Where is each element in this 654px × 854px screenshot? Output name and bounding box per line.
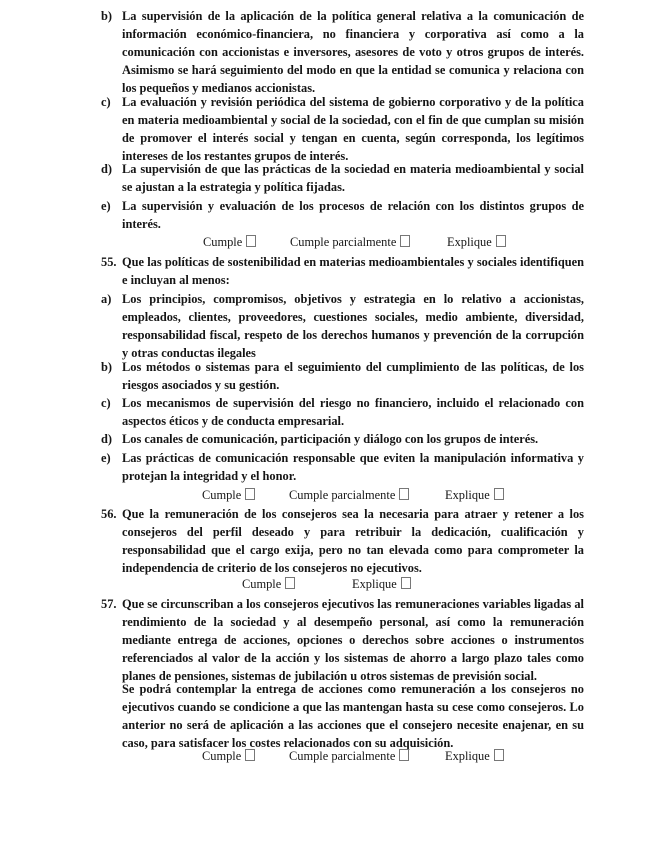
checkbox-icon[interactable] bbox=[496, 235, 506, 247]
checkbox-icon[interactable] bbox=[246, 235, 256, 247]
comply-option[interactable] bbox=[203, 233, 256, 251]
recommendation-55-a: Los principios, compromisos, objetivos y estrategia en lo relativo a accionistas, empleados, clientes, proveedores, cuestiones sociales, medio ambiente, diversidad, responsabilidad fiscal, respeto de los derechos humanos y prevención de la corrupción y otras conductas ilegales bbox=[122, 292, 584, 360]
explain-label: Explique bbox=[445, 749, 490, 763]
partial-label: Cumple parcialmente bbox=[289, 488, 396, 502]
recommendation-54-b: La supervisión de la aplicación de la política general relativa a la comunicación de información económico-financiera, no financiera y corporativa así como a la comunicación con accionistas e inversores, asesores de voto y otros grupos de interés. Asimismo se hará seguimiento del modo en que la entidad se comunica y relaciona con los pequeños y medianos accionistas. bbox=[122, 9, 584, 95]
comply-label: Cumple bbox=[202, 749, 242, 763]
explain-label: Explique bbox=[352, 577, 397, 591]
partial-option[interactable] bbox=[290, 233, 410, 251]
item-letter: a) bbox=[101, 292, 112, 306]
recommendation-57-text: Que se circunscriban a los consejeros ejecutivos las remuneraciones variables ligadas al rendimiento de la sociedad y al desempeño personal, así como la remuneración mediante entrega de acciones, opciones o derechos sobre acciones o instrumentos referenciados al valor de la acción y los sistemas de ahorro a largo plazo tales como planes de pensiones, sistemas de jubilación u otros sistemas de previsión social. bbox=[122, 597, 584, 683]
checkbox-icon[interactable] bbox=[494, 749, 504, 761]
recommendation-56-text: Que la remuneración de los consejeros sea la necesaria para atraer y retener a los consejeros del perfil deseado y para retribuir la dedicación, cualificación y responsabilidad que el cargo exija, pero no tan elevada como para comprometer la independencia de criterio de los consejeros no ejecutivos. bbox=[122, 507, 584, 575]
item-letter: d) bbox=[101, 162, 113, 176]
recommendation-55-b: Los métodos o sistemas para el seguimiento del cumplimiento de las políticas, de los riesgos asociados y su gestión. bbox=[122, 360, 584, 392]
recommendation-55-c: Los mecanismos de supervisión del riesgo no financiero, incluido el relacionado con aspectos éticos y de conducta empresarial. bbox=[122, 396, 584, 428]
recommendation-54-d: La supervisión de que las prácticas de la sociedad en materia medioambiental y social se ajustan a la estrategia y política fijadas. bbox=[122, 162, 584, 194]
explain-label: Explique bbox=[445, 488, 490, 502]
partial-option[interactable] bbox=[289, 486, 409, 504]
item-letter: b) bbox=[101, 9, 113, 23]
recommendation-55-text: Que las políticas de sostenibilidad en materias medioambientales y sociales identifiquen e incluyan al menos: bbox=[122, 255, 584, 287]
recommendation-54-e: La supervisión y evaluación de los procesos de relación con los distintos grupos de interés. bbox=[122, 199, 584, 231]
checkbox-icon[interactable] bbox=[399, 488, 409, 500]
checkbox-icon[interactable] bbox=[245, 749, 255, 761]
recommendation-55-e: Las prácticas de comunicación responsable que eviten la manipulación informativa y protejan la integridad y el honor. bbox=[122, 451, 584, 483]
explain-option[interactable] bbox=[445, 486, 504, 504]
recommendation-54-c: La evaluación y revisión periódica del sistema de gobierno corporativo y de la política en materia medioambiental y social de la sociedad, con el fin de que cumplan su misión de promover el interés social y tengan en cuenta, según corresponda, los legítimos intereses de los restantes grupos de interés. bbox=[122, 95, 584, 163]
comply-option[interactable] bbox=[242, 575, 295, 593]
comply-label: Cumple bbox=[202, 488, 242, 502]
explain-option[interactable] bbox=[445, 747, 504, 765]
comply-label: Cumple bbox=[203, 235, 243, 249]
item-letter: c) bbox=[101, 95, 111, 109]
comply-option[interactable] bbox=[202, 747, 255, 765]
explain-option[interactable] bbox=[447, 233, 506, 251]
checkbox-icon[interactable] bbox=[400, 235, 410, 247]
explain-option[interactable] bbox=[352, 575, 411, 593]
comply-option[interactable] bbox=[202, 486, 255, 504]
checkbox-icon[interactable] bbox=[401, 577, 411, 589]
partial-label: Cumple parcialmente bbox=[289, 749, 396, 763]
checkbox-icon[interactable] bbox=[399, 749, 409, 761]
item-letter: e) bbox=[101, 451, 111, 465]
recommendation-57-note: Se podrá contemplar la entrega de acciones como remuneración a los consejeros no ejecutivos cuando se condicione a que las mantengan hasta su cese como consejeros. Lo anterior no será de aplicación a las acciones que el consejero necesite enajenar, en su caso, para satisfacer los costes relacionados con su adquisición. bbox=[122, 682, 584, 750]
checkbox-icon[interactable] bbox=[285, 577, 295, 589]
comply-label: Cumple bbox=[242, 577, 282, 591]
partial-label: Cumple parcialmente bbox=[290, 235, 397, 249]
checkbox-icon[interactable] bbox=[494, 488, 504, 500]
partial-option[interactable] bbox=[289, 747, 409, 765]
explain-label: Explique bbox=[447, 235, 492, 249]
item-letter: e) bbox=[101, 199, 111, 213]
recommendation-number: 55. bbox=[101, 255, 117, 269]
checkbox-icon[interactable] bbox=[245, 488, 255, 500]
item-letter: b) bbox=[101, 360, 113, 374]
item-letter: c) bbox=[101, 396, 111, 410]
item-letter: d) bbox=[101, 432, 113, 446]
recommendation-number: 57. bbox=[101, 597, 117, 611]
recommendation-number: 56. bbox=[101, 507, 117, 521]
recommendation-55-d: Los canales de comunicación, participación y diálogo con los grupos de interés. bbox=[122, 432, 539, 446]
